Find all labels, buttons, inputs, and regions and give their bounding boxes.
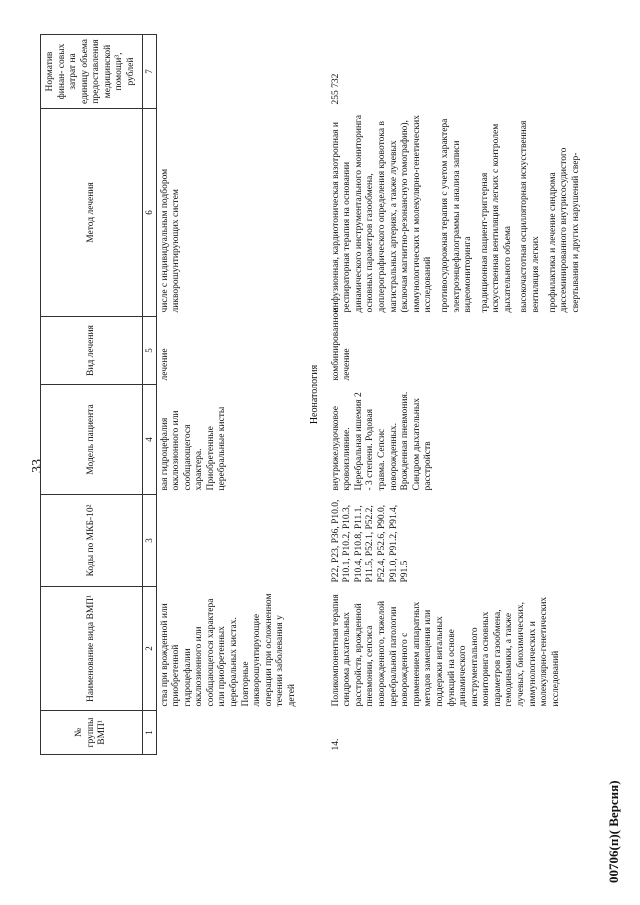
header-group: № группы ВМП¹ (41, 711, 143, 755)
footer-code: 00706(п)( Версия) (606, 780, 621, 883)
column-number: 6 (142, 109, 156, 317)
column-number: 3 (142, 495, 156, 587)
cell-model: вая гидроцефалия окклюзионного или сообщающегося характера. Приобретенные церебральные кисты (159, 406, 228, 491)
page-number: 33 (30, 459, 45, 473)
cell-codes: P22, P23, P36, P10.0, P10.1, P10.2, P10.3, P10.4, P10.8, P11.1, P11.5, P52.1, P52.2, P52.4, P52.6, P90.0, P91.0, P91.2, P91.4, P91.5 (330, 499, 411, 583)
column-number: 1 (142, 711, 156, 755)
cell-model: внутрижелудочковое кровоизлияние. Церебральная ишемия 2 - 3 степени. Родовая травма. Сепсис новорожденных. Врожденная пневмония. Синдром дыхательных расстройств (330, 391, 434, 491)
cell-method: числе с индивидуальным подбором ликворошунтирующих систем (159, 168, 182, 313)
column-number: 7 (142, 35, 156, 109)
section-row (302, 35, 328, 755)
column-number: 2 (142, 587, 156, 711)
header-name: Наименование вида ВМП¹ (41, 587, 143, 711)
column-number-row (142, 35, 156, 755)
header-model: Модель пациента (41, 385, 143, 495)
cell-cost (156, 35, 301, 109)
cell-cost: 255 732 (330, 73, 341, 105)
cell-group: 14. (330, 738, 341, 751)
cell-treatment-type: лечение (159, 348, 170, 381)
method-item: противосудорожная терапия с учетом характера электроэнцефалограммы и анализа записи видеомониторинга (439, 118, 474, 313)
cell-codes (156, 495, 301, 587)
method-item: высокочастотная осцилляторная искусственная вентиляция легких (519, 120, 541, 313)
cell-group (156, 711, 301, 755)
method-item: инфузионная, кардиотоническая вазотропная и респираторная терапия на основании динамического инструментального мониторинга основных параметров газообмена, доплерографического определения кровотока в магистральных артериях, а также лучевых (включая магнитно-резонансную томографию), иммунологических и молекулярно-генетических исследований (330, 114, 434, 313)
cell-name: Поликомпонентная терапия синдрома дыхательных расстройств, врожденной пневмонии, сепсиса новорожденного, тяжелой церебральной патологии новорожденного с применением аппаратных методов замещения или поддержки витальных функций на основе динамического инструментального мониторинга основных параметров газообмена, гемодинамики, а также лучевых, биохимических, иммунологических и молекулярно-генетических исследований (330, 594, 561, 707)
method-item: традиционная пациент-триггерная искусственная вентиляция легких с контролем дыхательного объема (479, 123, 513, 313)
cell-name: ства при врожденной или приобретенной гидроцефалии окклюзионного или сообщающегося характера или приобретенных церебральных кистах. Повторные ликворошунтирующие операции при осложненном течении заболевания у детей (159, 593, 297, 707)
cell-treatment-type: комбинированное лечение (330, 308, 353, 381)
table-row-continued (156, 35, 301, 755)
header-method: Метод лечения (41, 109, 143, 317)
header-codes: Коды по МКБ-10² (41, 495, 143, 587)
header-treatment-type: Вид лечения (41, 317, 143, 385)
column-number: 5 (142, 317, 156, 385)
header-cost: Норматив финан- совых затрат на единицу объема предоставления медицинской помощи³, рублей (41, 35, 143, 109)
section-title: Неонатология (308, 364, 320, 425)
method-item: профилактика и лечение синдрома диссеминированного внутрисосудистого свертывания и других нарушений свер- (547, 147, 581, 313)
table-row-14 (328, 35, 586, 755)
column-number: 4 (142, 385, 156, 495)
cell-method (328, 109, 586, 317)
vmp-table (40, 34, 585, 755)
header-row (41, 35, 143, 755)
